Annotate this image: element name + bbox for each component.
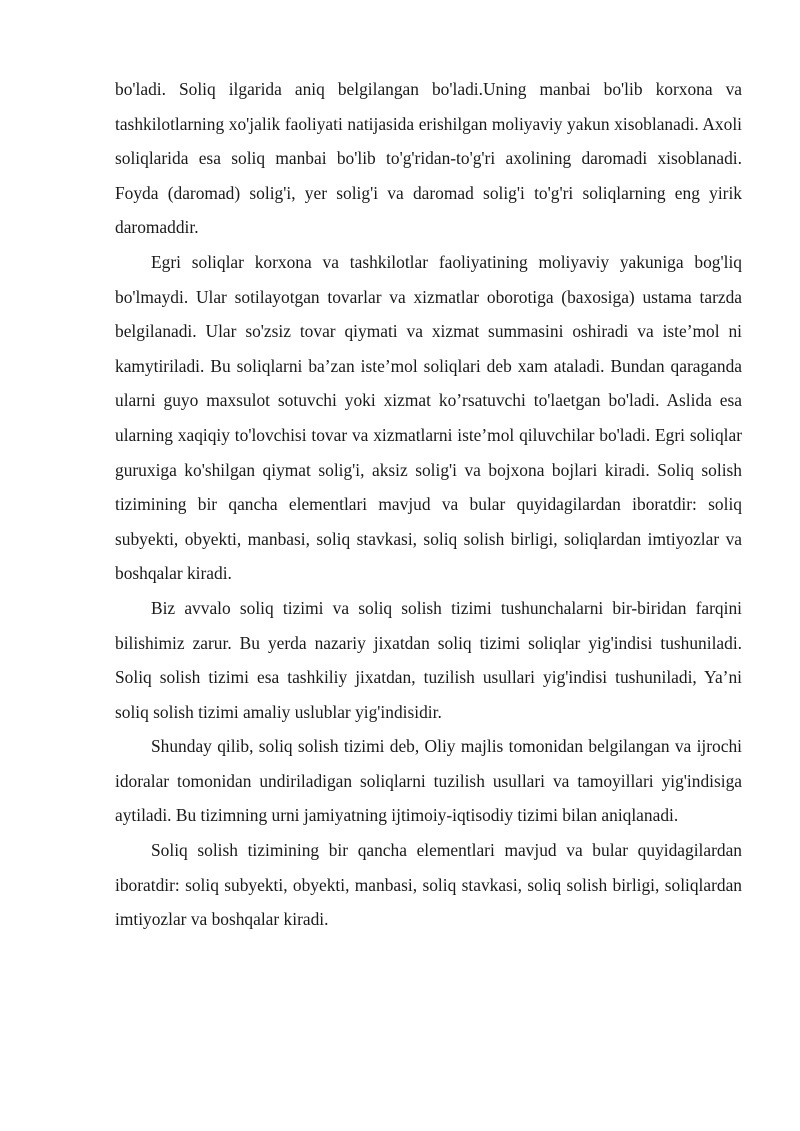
paragraph-4: Shunday qilib, soliq solish tizimi deb, Oliy majlis tomonidan belgilangan va ijrochi idoralar tomonidan undiriladigan soliqlarni tuzilish usullari va tamoyillari yig'indisiga aytiladi. Bu tizimning urni jamiyatning ijtimoiy-iqtisodiy tizimi bilan aniqlanadi. (115, 736, 742, 826)
paragraph-2: Egri soliqlar korxona va tashkilotlar faoliyatining moliyaviy yakuniga bog'liq bo'lmaydi. Ular sotilayotgan tovarlar va xizmatlar oborotiga (baxosiga) ustama tarzda belgilanadi. Ular so'zsiz tovar qiymati va xizmat summasini oshiradi va iste’mol ni kamytiriladi. Bu soliqlarni ba’zan iste’mol soliqlari deb xam ataladi. Bundan qaraganda ularni guyo maxsulot sotuvchi yoki xizmat ko’rsatuvchi to'laetgan bo'ladi. Aslida esa ularning xaqiqiy to'lovchisi tovar va xizmatlarni iste’mol qiluvchilar bo'ladi. Egri soliqlar guruxiga ko'shilgan qiymat solig'i, aksiz solig'i va bojxona bojlari kiradi. Soliq solish tizimining bir qancha elementlari mavjud va bular quyidagilardan iboratdir: soliq subyekti, obyekti, manbasi, soliq stavkasi, soliq solish birligi, soliqlardan imtiyozlar va boshqalar kiradi. (115, 251, 742, 584)
paragraph-5: Soliq solish tizimining bir qancha elementlari mavjud va bular quyidagilardan iboratdir: soliq subyekti, obyekti, manbasi, soliq stavkasi, soliq solish birligi, soliqlardan imtiyozlar va boshqalar kiradi. (115, 840, 742, 930)
document-body (115, 72, 742, 937)
paragraph-1: bo'ladi. Soliq ilgarida aniq belgilangan bo'ladi.Uning manbai bo'lib korxona va tashkilotlarning xo'jalik faoliyati natijasida erishilgan moliyaviy yakun xisoblanadi. Axoli soliqlarida esa soliq manbai bo'lib to'g'ridan-to'g'ri axolining daromadi xisoblanadi. Foyda (daromad) solig'i, yer solig'i va daromad solig'i to'g'ri soliqlarning eng yirik daromaddir. (115, 79, 742, 238)
paragraph-3: Biz avvalo soliq tizimi va soliq solish tizimi tushunchalarni bir-biridan farqini bilishimiz zarur. Bu yerda nazariy jixatdan soliq tizimi soliqlar yig'indisi tushuniladi. Soliq solish tizimi esa tashkiliy jixatdan, tuzilish usullari yig'indisi tushuniladi, Ya’ni soliq solish tizimi amaliy uslublar yig'indisidir. (115, 597, 742, 722)
